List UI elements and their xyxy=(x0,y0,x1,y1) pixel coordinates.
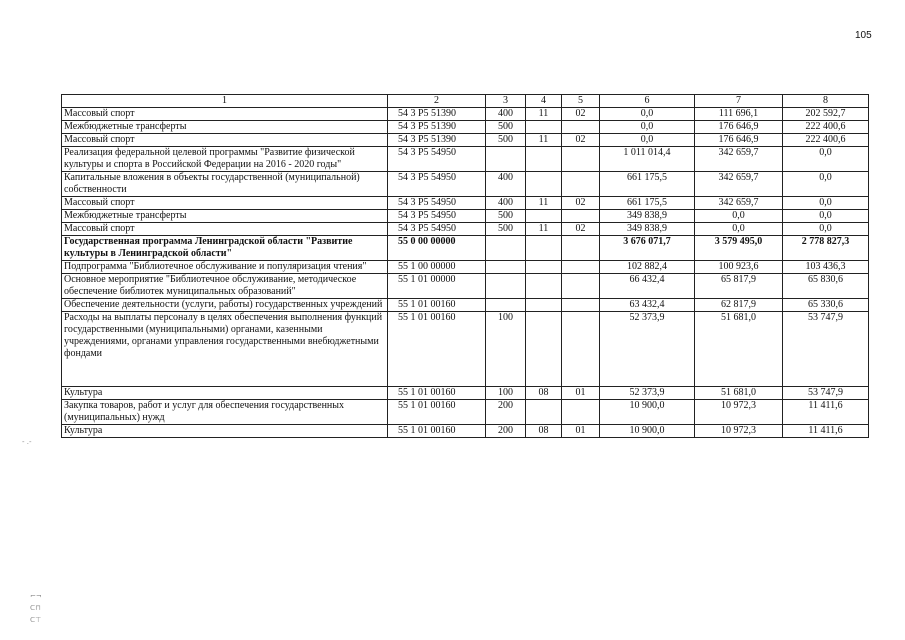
target-code-cell: 55 1 00 00000 xyxy=(388,261,486,274)
amount-cell: 0,0 xyxy=(695,210,783,223)
section-cell xyxy=(526,274,562,299)
row-name-cell: Межбюджетные трансферты xyxy=(62,121,388,134)
table-row xyxy=(62,172,869,197)
row-name-cell: Обеспечение деятельности (услуги, работы) государственных учреждений xyxy=(62,299,388,312)
table-row xyxy=(62,236,869,261)
row-name-cell: Массовый спорт xyxy=(62,108,388,121)
amount-cell: 0,0 xyxy=(783,172,869,197)
target-code-cell: 54 3 P5 54950 xyxy=(388,223,486,236)
amount-cell: 222 400,6 xyxy=(783,121,869,134)
amount-cell: 102 882,4 xyxy=(600,261,695,274)
margin-mark: ⌐¬ xyxy=(30,592,42,600)
amount-cell: 51 681,0 xyxy=(695,312,783,387)
amount-cell: 10 972,3 xyxy=(695,400,783,425)
section-cell xyxy=(526,261,562,274)
column-header: 2 xyxy=(388,95,486,108)
subsection-cell xyxy=(562,210,600,223)
amount-cell: 661 175,5 xyxy=(600,197,695,210)
amount-cell: 0,0 xyxy=(783,197,869,210)
amount-cell: 2 778 827,3 xyxy=(783,236,869,261)
expense-type-cell: 400 xyxy=(486,108,526,121)
amount-cell: 0,0 xyxy=(783,210,869,223)
amount-cell: 63 432,4 xyxy=(600,299,695,312)
target-code-cell: 54 3 P5 51390 xyxy=(388,134,486,147)
subsection-cell: 02 xyxy=(562,108,600,121)
amount-cell: 11 411,6 xyxy=(783,400,869,425)
section-cell xyxy=(526,172,562,197)
subsection-cell: 02 xyxy=(562,223,600,236)
amount-cell: 3 579 495,0 xyxy=(695,236,783,261)
row-name-cell: Культура xyxy=(62,387,388,400)
section-cell xyxy=(526,236,562,261)
subsection-cell xyxy=(562,236,600,261)
section-cell xyxy=(526,299,562,312)
section-cell: 11 xyxy=(526,223,562,236)
amount-cell: 342 659,7 xyxy=(695,172,783,197)
table-row xyxy=(62,223,869,236)
margin-mark: ᑕ⊤ xyxy=(30,616,42,624)
row-name-cell: Межбюджетные трансферты xyxy=(62,210,388,223)
amount-cell: 0,0 xyxy=(600,108,695,121)
table-row xyxy=(62,134,869,147)
row-name-cell: Основное мероприятие "Библиотечное обслуживание, методическое обеспечение библиотек муниципальных образований" xyxy=(62,274,388,299)
amount-cell: 100 923,6 xyxy=(695,261,783,274)
row-name-cell: Государственная программа Ленинградской области "Развитие культуры в Ленинградской области" xyxy=(62,236,388,261)
row-name-cell: Массовый спорт xyxy=(62,223,388,236)
subsection-cell: 01 xyxy=(562,425,600,438)
amount-cell: 111 696,1 xyxy=(695,108,783,121)
table-row xyxy=(62,210,869,223)
amount-cell: 176 646,9 xyxy=(695,134,783,147)
target-code-cell: 54 3 P5 54950 xyxy=(388,210,486,223)
table-row xyxy=(62,121,869,134)
amount-cell: 1 011 014,4 xyxy=(600,147,695,172)
amount-cell: 51 681,0 xyxy=(695,387,783,400)
section-cell xyxy=(526,400,562,425)
table-row xyxy=(62,299,869,312)
subsection-cell xyxy=(562,172,600,197)
table-row xyxy=(62,312,869,387)
row-name-cell: Капитальные вложения в объекты государственной (муниципальной) собственности xyxy=(62,172,388,197)
target-code-cell: 55 0 00 00000 xyxy=(388,236,486,261)
page-number: 105 xyxy=(855,30,872,41)
section-cell: 11 xyxy=(526,197,562,210)
amount-cell: 53 747,9 xyxy=(783,312,869,387)
subsection-cell: 02 xyxy=(562,197,600,210)
amount-cell: 66 432,4 xyxy=(600,274,695,299)
amount-cell: 176 646,9 xyxy=(695,121,783,134)
target-code-cell: 55 1 01 00160 xyxy=(388,387,486,400)
section-cell: 11 xyxy=(526,108,562,121)
subsection-cell xyxy=(562,312,600,387)
amount-cell: 10 900,0 xyxy=(600,425,695,438)
target-code-cell: 54 3 P5 54950 xyxy=(388,197,486,210)
column-header: 3 xyxy=(486,95,526,108)
expense-type-cell: 500 xyxy=(486,134,526,147)
subsection-cell xyxy=(562,121,600,134)
expense-type-cell xyxy=(486,299,526,312)
table-body xyxy=(62,108,869,438)
row-name-cell: Подпрограмма "Библиотечное обслуживание и популяризация чтения" xyxy=(62,261,388,274)
expense-type-cell: 100 xyxy=(486,387,526,400)
amount-cell: 10 900,0 xyxy=(600,400,695,425)
expense-type-cell: 500 xyxy=(486,210,526,223)
table-row xyxy=(62,400,869,425)
row-name-cell: Массовый спорт xyxy=(62,134,388,147)
section-cell xyxy=(526,121,562,134)
amount-cell: 0,0 xyxy=(783,147,869,172)
subsection-cell xyxy=(562,261,600,274)
target-code-cell: 55 1 01 00000 xyxy=(388,274,486,299)
target-code-cell: 55 1 01 00160 xyxy=(388,400,486,425)
section-cell xyxy=(526,147,562,172)
expense-type-cell xyxy=(486,147,526,172)
target-code-cell: 54 3 P5 51390 xyxy=(388,121,486,134)
expense-type-cell xyxy=(486,274,526,299)
amount-cell: 65 830,6 xyxy=(783,274,869,299)
target-code-cell: 55 1 01 00160 xyxy=(388,299,486,312)
section-cell xyxy=(526,312,562,387)
subsection-cell xyxy=(562,147,600,172)
table-row xyxy=(62,387,869,400)
amount-cell: 0,0 xyxy=(600,121,695,134)
target-code-cell: 54 3 P5 54950 xyxy=(388,147,486,172)
expense-type-cell: 500 xyxy=(486,121,526,134)
amount-cell: 0,0 xyxy=(600,134,695,147)
column-header: 8 xyxy=(783,95,869,108)
section-cell: 08 xyxy=(526,387,562,400)
table-row xyxy=(62,261,869,274)
expense-type-cell: 200 xyxy=(486,425,526,438)
amount-cell: 202 592,7 xyxy=(783,108,869,121)
subsection-cell xyxy=(562,400,600,425)
table-row xyxy=(62,274,869,299)
amount-cell: 65 330,6 xyxy=(783,299,869,312)
row-name-cell: Культура xyxy=(62,425,388,438)
subsection-cell xyxy=(562,274,600,299)
row-name-cell: Расходы на выплаты персоналу в целях обеспечения выполнения функций государственными (муниципальными) органами, казенными учреждениями, органами управления государственными внебюджетными фондами xyxy=(62,312,388,387)
amount-cell: 52 373,9 xyxy=(600,387,695,400)
amount-cell: 661 175,5 xyxy=(600,172,695,197)
amount-cell: 62 817,9 xyxy=(695,299,783,312)
expense-type-cell: 200 xyxy=(486,400,526,425)
amount-cell: 53 747,9 xyxy=(783,387,869,400)
table-row xyxy=(62,108,869,121)
expense-type-cell: 500 xyxy=(486,223,526,236)
column-header: 1 xyxy=(62,95,388,108)
amount-cell: 342 659,7 xyxy=(695,147,783,172)
expense-type-cell xyxy=(486,261,526,274)
row-name-cell: Реализация федеральной целевой программы "Развитие физической культуры и спорта в Российской Федерации на 2016 - 2020 годы" xyxy=(62,147,388,172)
expense-type-cell: 400 xyxy=(486,197,526,210)
amount-cell: 3 676 071,7 xyxy=(600,236,695,261)
expense-type-cell: 100 xyxy=(486,312,526,387)
amount-cell: 11 411,6 xyxy=(783,425,869,438)
subsection-cell: 01 xyxy=(562,387,600,400)
section-cell xyxy=(526,210,562,223)
expense-type-cell: 400 xyxy=(486,172,526,197)
margin-mark: - .- xyxy=(22,438,32,446)
amount-cell: 103 436,3 xyxy=(783,261,869,274)
budget-table xyxy=(61,94,869,438)
column-header: 4 xyxy=(526,95,562,108)
subsection-cell xyxy=(562,299,600,312)
table-row xyxy=(62,147,869,172)
amount-cell: 65 817,9 xyxy=(695,274,783,299)
expense-type-cell xyxy=(486,236,526,261)
target-code-cell: 55 1 01 00160 xyxy=(388,425,486,438)
column-header: 6 xyxy=(600,95,695,108)
subsection-cell: 02 xyxy=(562,134,600,147)
amount-cell: 0,0 xyxy=(783,223,869,236)
amount-cell: 342 659,7 xyxy=(695,197,783,210)
amount-cell: 10 972,3 xyxy=(695,425,783,438)
amount-cell: 349 838,9 xyxy=(600,210,695,223)
column-header: 7 xyxy=(695,95,783,108)
row-name-cell: Закупка товаров, работ и услуг для обеспечения государственных (муниципальных) нужд xyxy=(62,400,388,425)
target-code-cell: 54 3 P5 54950 xyxy=(388,172,486,197)
margin-mark: ᑕ⊓ xyxy=(30,604,41,612)
row-name-cell: Массовый спорт xyxy=(62,197,388,210)
amount-cell: 52 373,9 xyxy=(600,312,695,387)
section-cell: 11 xyxy=(526,134,562,147)
table-row xyxy=(62,197,869,210)
amount-cell: 0,0 xyxy=(695,223,783,236)
target-code-cell: 54 3 P5 51390 xyxy=(388,108,486,121)
table-header-row xyxy=(62,95,869,108)
section-cell: 08 xyxy=(526,425,562,438)
column-header: 5 xyxy=(562,95,600,108)
target-code-cell: 55 1 01 00160 xyxy=(388,312,486,387)
amount-cell: 349 838,9 xyxy=(600,223,695,236)
table-row xyxy=(62,425,869,438)
amount-cell: 222 400,6 xyxy=(783,134,869,147)
